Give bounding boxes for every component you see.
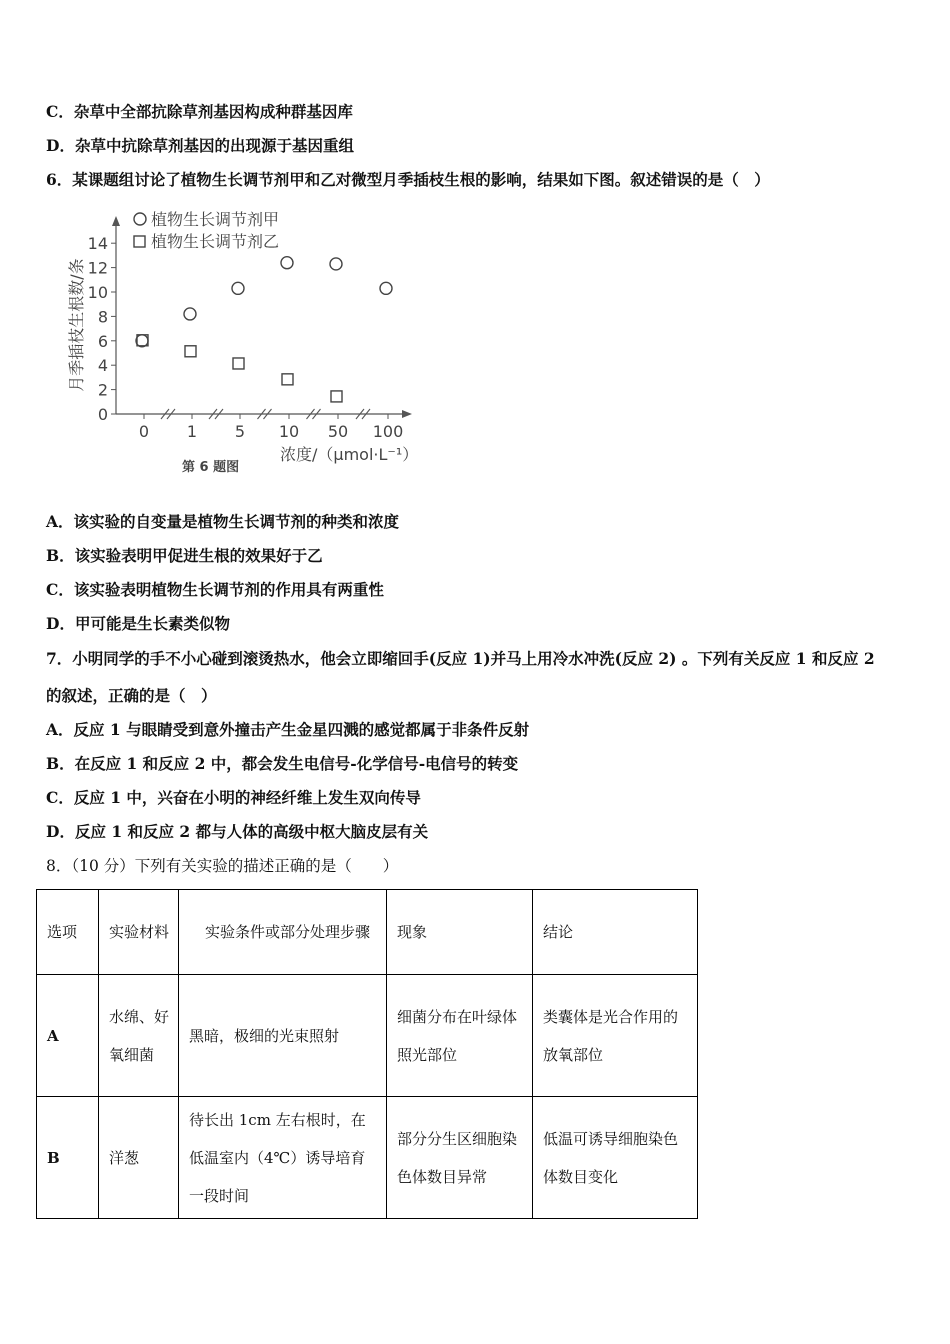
table-header-row <box>37 890 698 975</box>
header-conclusion: 结论 <box>533 890 698 975</box>
q6-chart <box>62 202 432 487</box>
x-tick-label: 0 <box>138 422 150 441</box>
y-axis-arrow <box>112 216 120 226</box>
data-point-circle <box>136 335 148 347</box>
x-tick-label: 50 <box>327 422 349 441</box>
row-material: 洋葱 <box>99 1097 179 1219</box>
header-material: 实验材料 <box>99 890 179 975</box>
y-tick-label: 8 <box>97 307 108 327</box>
q7-option-d: D．反应 1 和反应 2 都与人体的高级中枢大脑皮层有关 <box>46 822 429 841</box>
row-phenomenon: 部分分生区细胞染色体数目异常 <box>387 1097 533 1219</box>
data-point-square <box>282 374 293 385</box>
row-option: B <box>37 1097 99 1219</box>
q7-stem-line2: 的叙述，正确的是（ ） <box>46 686 217 705</box>
q7-option-c: C．反应 1 中，兴奋在小明的神经纤维上发生双向传导 <box>46 788 421 807</box>
y-tick-label: 10 <box>87 283 108 302</box>
row-material: 水绵、好氧细菌 <box>99 975 179 1097</box>
q7-stem-line1: 7．小明同学的手不小心碰到滚烫热水，他会立即缩回手(反应 1)并马上用冷水冲洗(反应 2) 。下列有关反应 1 和反应 2 <box>46 649 875 668</box>
chart-title: 第 6 题图 <box>182 460 240 475</box>
q6-option-a: A．该实验的自变量是植物生长调节剂的种类和浓度 <box>46 512 400 531</box>
q7-option-a: A．反应 1 与眼睛受到意外撞击产生金星四溅的感觉都属于非条件反射 <box>46 720 530 739</box>
y-tick-label: 14 <box>87 234 108 254</box>
y-tick-label: 0 <box>97 405 108 424</box>
data-point-circle <box>380 282 392 294</box>
q6-chart-svg <box>62 202 432 487</box>
q6-option-b: B．该实验表明甲促进生根的效果好于乙 <box>46 546 323 565</box>
q7-option-b: B．在反应 1 和反应 2 中，都会发生电信号-化学信号-电信号的转变 <box>46 754 519 773</box>
data-point-square <box>185 346 196 357</box>
x-tick-label: 100 <box>372 422 404 441</box>
q6-option-d: D．甲可能是生长素类似物 <box>46 614 230 633</box>
data-point-circle <box>330 258 342 270</box>
q8-table <box>36 889 698 1219</box>
q5-option-c: C．杂草中全部抗除草剂基因构成种群基因库 <box>46 102 353 121</box>
y-tick-label: 4 <box>97 356 108 376</box>
row-condition: 黑暗，极细的光束照射 <box>179 975 387 1097</box>
row-condition: 待长出 1cm 左右根时，在低温室内（4℃）诱导培育一段时间 <box>179 1097 387 1219</box>
q6-stem: 6．某课题组讨论了植物生长调节剂甲和乙对微型月季插枝生根的影响，结果如下图。叙述错误的是（ ） <box>46 170 770 189</box>
y-tick-label: 12 <box>87 258 108 278</box>
y-tick-label: 2 <box>97 380 108 400</box>
data-point-circle <box>281 257 293 269</box>
data-point-square <box>233 358 244 369</box>
q8-stem: 8．（10 分）下列有关实验的描述正确的是（ ） <box>46 857 399 875</box>
x-axis-label: 浓度/（μmol·L⁻¹） <box>280 445 419 464</box>
q5-option-d: D．杂草中抗除草剂基因的出现源于基因重组 <box>46 136 354 155</box>
q6-option-c: C．该实验表明植物生长调节剂的作用具有两重性 <box>46 580 384 599</box>
row-conclusion: 类囊体是光合作用的放氧部位 <box>533 975 698 1097</box>
table-row <box>37 1097 698 1219</box>
x-tick-label: 1 <box>186 422 198 441</box>
data-point-circle <box>232 282 244 294</box>
header-phenomenon: 现象 <box>387 890 533 975</box>
data-point-circle <box>184 308 196 320</box>
row-phenomenon: 细菌分布在叶绿体照光部位 <box>387 975 533 1097</box>
header-condition: 实验条件或部分处理步骤 <box>179 890 387 975</box>
header-option: 选项 <box>37 890 99 975</box>
data-point-square <box>331 391 342 402</box>
row-conclusion: 低温可诱导细胞染色体数目变化 <box>533 1097 698 1219</box>
legend-label: 植物生长调节剂甲 <box>151 210 280 229</box>
row-option: A <box>37 975 99 1097</box>
x-axis-arrow <box>402 410 412 418</box>
legend-marker-circle <box>134 213 146 225</box>
legend-label: 植物生长调节剂乙 <box>151 232 280 251</box>
table-row <box>37 975 698 1097</box>
legend-marker-square <box>134 236 145 247</box>
y-tick-label: 6 <box>97 331 108 351</box>
x-tick-label: 5 <box>234 422 246 441</box>
x-tick-label: 10 <box>278 422 300 441</box>
y-axis-label: 月季插枝生根数/条 <box>67 258 86 392</box>
